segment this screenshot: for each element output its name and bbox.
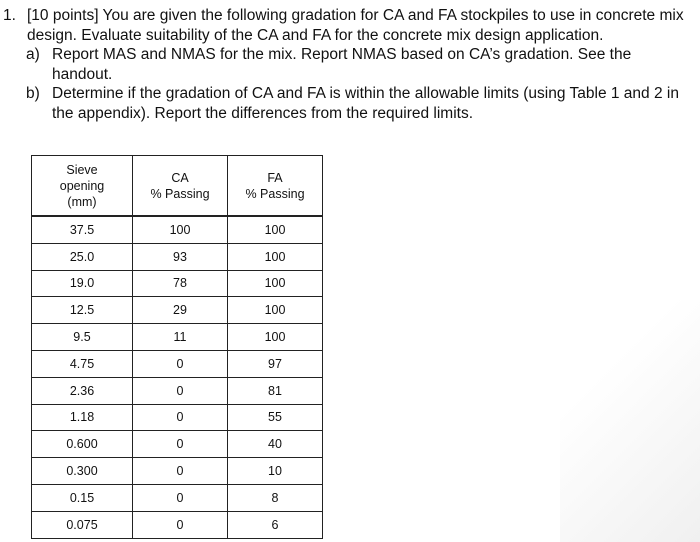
sieve-cell: 1.18 [32, 404, 133, 431]
question-text: [10 points] You are given the following gradation for CA and FA stockpiles to use in concrete mix design. Evaluate suitability of the CA and FA for the concrete mix design application. [27, 7, 684, 44]
sieve-cell: 37.5 [32, 216, 133, 243]
gradation-table [31, 155, 323, 539]
fa-cell: 97 [228, 350, 323, 377]
part-b-letter: b) [26, 85, 40, 102]
ca-cell: 100 [133, 216, 228, 243]
ca-cell: 0 [133, 350, 228, 377]
ca-cell: 0 [133, 511, 228, 538]
table-row [32, 458, 323, 485]
question-main [0, 6, 690, 45]
fa-cell: 40 [228, 431, 323, 458]
sieve-cell: 0.600 [32, 431, 133, 458]
sieve-cell: 0.075 [32, 511, 133, 538]
question-number: 1. [3, 7, 16, 24]
header-sieve-opening: Sieve opening (mm) [32, 156, 133, 217]
table-row [32, 404, 323, 431]
ca-cell: 0 [133, 458, 228, 485]
fa-cell: 81 [228, 377, 323, 404]
fa-cell: 100 [228, 324, 323, 351]
header-ca-passing: CA % Passing [133, 156, 228, 217]
part-b-text: Determine if the gradation of CA and FA is within the allowable limits (using Table 1 and 2 in the appendix). Report the differences from the required limits. [52, 85, 679, 122]
table-row [32, 324, 323, 351]
ca-cell: 0 [133, 377, 228, 404]
ca-cell: 0 [133, 404, 228, 431]
fa-cell: 100 [228, 270, 323, 297]
table-row [32, 431, 323, 458]
sieve-cell: 4.75 [32, 350, 133, 377]
sieve-cell: 9.5 [32, 324, 133, 351]
part-a [0, 45, 690, 84]
header-fa-passing: FA % Passing [228, 156, 323, 217]
fa-cell: 10 [228, 458, 323, 485]
sieve-cell: 19.0 [32, 270, 133, 297]
ca-cell: 29 [133, 297, 228, 324]
sieve-cell: 12.5 [32, 297, 133, 324]
table-row [32, 511, 323, 538]
photo-shadow [560, 300, 700, 542]
part-a-text: Report MAS and NMAS for the mix. Report NMAS based on CA’s gradation. See the handout. [52, 46, 632, 83]
sieve-cell: 0.300 [32, 458, 133, 485]
table-row [32, 484, 323, 511]
fa-cell: 100 [228, 216, 323, 243]
question-block [0, 6, 690, 123]
fa-cell: 8 [228, 484, 323, 511]
ca-cell: 93 [133, 243, 228, 270]
part-b [0, 84, 690, 123]
fa-cell: 6 [228, 511, 323, 538]
table-row [32, 350, 323, 377]
ca-cell: 78 [133, 270, 228, 297]
sieve-cell: 2.36 [32, 377, 133, 404]
table-row [32, 377, 323, 404]
table-row [32, 243, 323, 270]
part-a-letter: a) [26, 46, 40, 63]
fa-cell: 100 [228, 297, 323, 324]
ca-cell: 0 [133, 431, 228, 458]
fa-cell: 55 [228, 404, 323, 431]
table-row [32, 270, 323, 297]
table-body [32, 216, 323, 538]
ca-cell: 0 [133, 484, 228, 511]
ca-cell: 11 [133, 324, 228, 351]
sieve-cell: 0.15 [32, 484, 133, 511]
fa-cell: 100 [228, 243, 323, 270]
sieve-cell: 25.0 [32, 243, 133, 270]
table-header-row [32, 156, 323, 217]
table-row [32, 297, 323, 324]
table-row [32, 216, 323, 243]
